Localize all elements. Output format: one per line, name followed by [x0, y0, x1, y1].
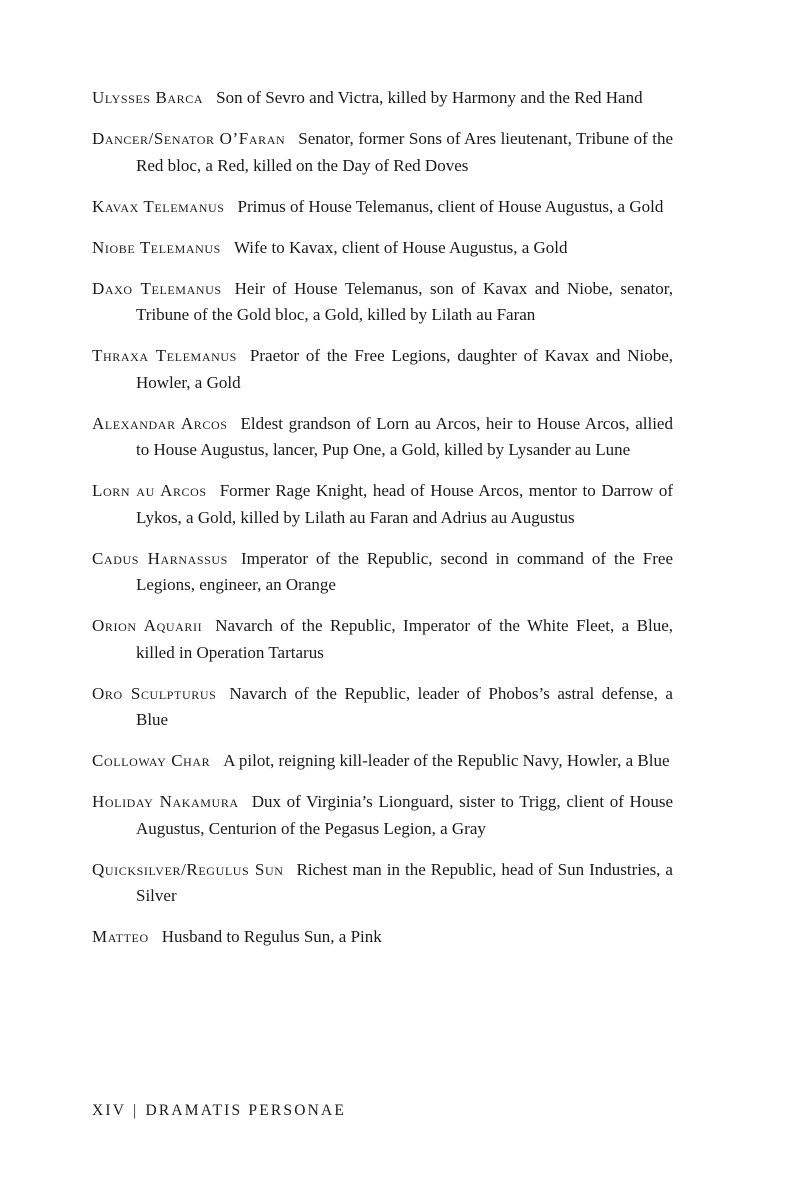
- character-description: Heir of House Telemanus, son of Kavax and Niobe, senator, Tribune of the Gold bloc, a Gold, killed by Lilath au Faran: [136, 278, 673, 324]
- character-name: Ulysses Barca: [92, 88, 204, 107]
- character-description: Richest man in the Republic, head of Sun Industries, a Silver: [136, 859, 673, 905]
- character-description: Navarch of the Republic, leader of Phobos’s astral defense, a Blue: [136, 683, 673, 729]
- character-entry: [92, 235, 673, 262]
- character-description: Navarch of the Republic, Imperator of the White Fleet, a Blue, killed in Operation Tartarus: [136, 616, 673, 662]
- character-entry: [92, 126, 673, 179]
- character-name: Niobe Telemanus: [92, 237, 221, 257]
- character-entry: [92, 613, 673, 666]
- character-name: Thraxa Telemanus: [92, 346, 237, 365]
- section-title: DRAMATIS PERSONAE: [145, 1102, 347, 1119]
- character-description: Wife to Kavax, client of House Augustus, a Gold: [233, 237, 568, 257]
- dramatis-personae-list: [92, 85, 673, 965]
- footer-separator: |: [133, 1102, 139, 1119]
- character-entry: [92, 478, 673, 531]
- character-entry: [92, 194, 673, 221]
- character-name: Matteo: [92, 927, 149, 946]
- character-name: Daxo Telemanus: [92, 278, 222, 298]
- character-name: Alexandar Arcos: [92, 413, 228, 433]
- character-name: Lorn au Arcos: [92, 481, 207, 500]
- character-name: Oro Sculpturus: [92, 683, 217, 703]
- character-name: Holiday Nakamura: [92, 792, 239, 811]
- character-name: Kavax Telemanus: [92, 196, 225, 216]
- character-name: Dancer/Senator O’Faran: [92, 129, 286, 148]
- character-description: Husband to Regulus Sun, a Pink: [161, 927, 382, 946]
- character-entry: [92, 748, 673, 775]
- character-entry: [92, 411, 673, 464]
- character-entry: [92, 857, 673, 910]
- character-entry: [92, 924, 673, 951]
- character-description: Dux of Virginia’s Lionguard, sister to Trigg, client of House Augustus, Centurion of the Pegasus Legion, a Gray: [136, 792, 673, 838]
- character-description: Primus of House Telemanus, client of House Augustus, a Gold: [237, 196, 664, 216]
- character-entry: [92, 276, 673, 329]
- character-entry: [92, 546, 673, 599]
- character-description: Son of Sevro and Victra, killed by Harmony and the Red Hand: [216, 88, 643, 107]
- page-number: XIV: [92, 1102, 127, 1119]
- character-name: Cadus Harnassus: [92, 548, 228, 568]
- character-description: A pilot, reigning kill-leader of the Republic Navy, Howler, a Blue: [223, 751, 670, 770]
- character-entry: [92, 789, 673, 842]
- character-name: Colloway Char: [92, 751, 211, 770]
- character-description: Former Rage Knight, head of House Arcos, mentor to Darrow of Lykos, a Gold, killed by Lilath au Faran and Adrius au Augustus: [136, 481, 673, 527]
- character-name: Quicksilver/Regulus Sun: [92, 859, 284, 879]
- character-description: Senator, former Sons of Ares lieutenant, Tribune of the Red bloc, a Red, killed on the Day of Red Doves: [136, 129, 674, 175]
- character-description: Imperator of the Republic, second in command of the Free Legions, engineer, an Orange: [136, 548, 673, 594]
- character-entry: [92, 681, 673, 734]
- character-description: Praetor of the Free Legions, daughter of Kavax and Niobe, Howler, a Gold: [136, 346, 674, 392]
- character-name: Orion Aquarii: [92, 616, 203, 635]
- page-footer: [92, 1102, 346, 1120]
- character-entry: [92, 85, 673, 112]
- character-entry: [92, 343, 673, 396]
- character-description: Eldest grandson of Lorn au Arcos, heir to House Arcos, allied to House Augustus, lancer, Pup One, a Gold, killed by Lysander au Lune: [136, 413, 673, 459]
